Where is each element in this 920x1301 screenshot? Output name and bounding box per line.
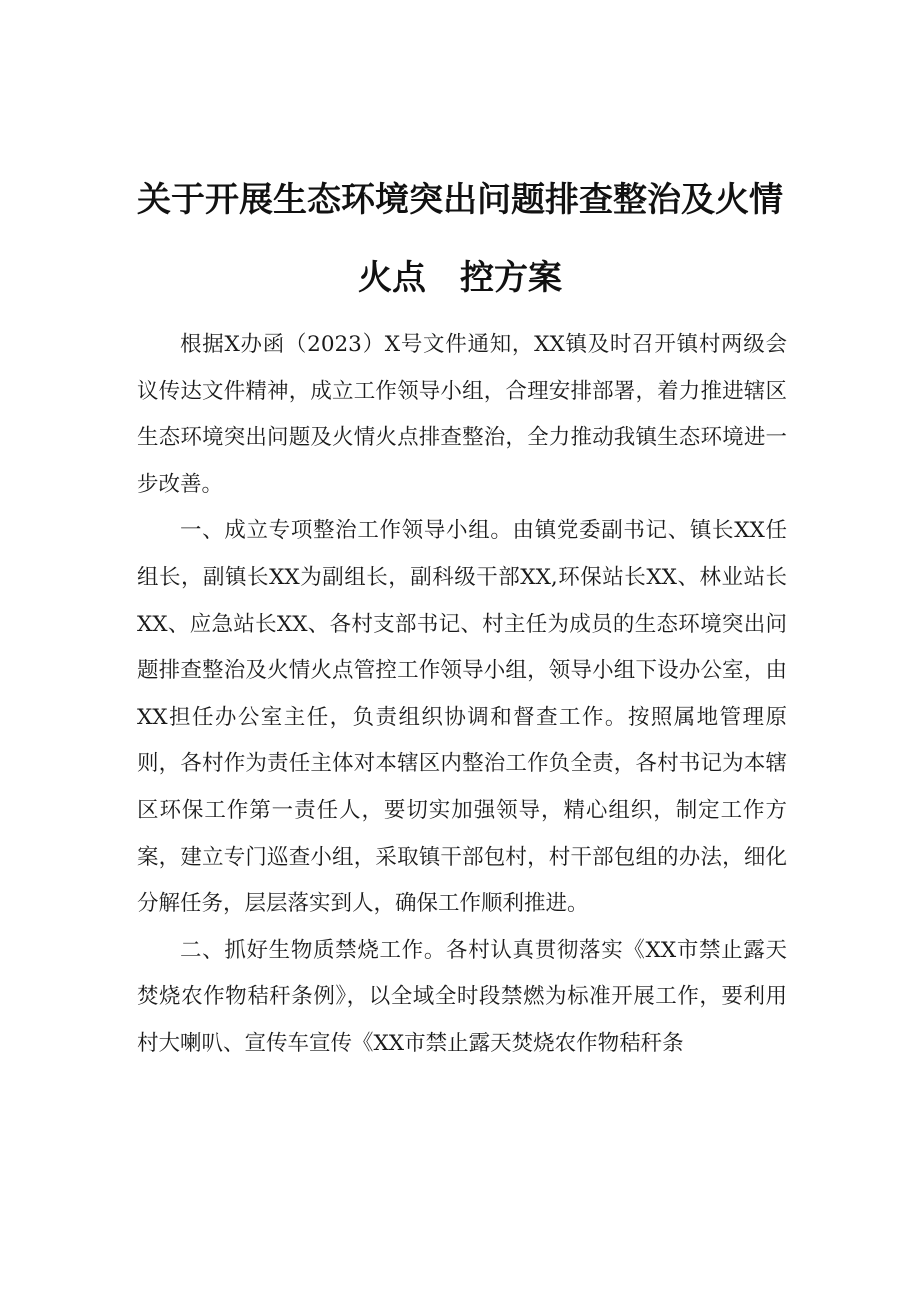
paragraph-intro: 根据X办函（2023）X号文件通知，XX镇及时召开镇村两级会议传达文件精神，成立工作领导小组，合理安排部署，着力推进辖区生态环境突出问题及火情火点排查整治，全力推动我镇生态环境进一步改善。 <box>137 332 787 497</box>
document-body <box>137 322 787 1068</box>
paragraph-section-2: 二、抓好生物质禁烧工作。各村认真贯彻落实《XX市禁止露天焚烧农作物秸秆条例》，以全域全时段禁燃为标准开展工作，要利用村大喇叭、宣传车宣传《XX市禁止露天焚烧农作物秸秆条 <box>137 937 787 1056</box>
document-title-line-1: 关于开展生态环境突出问题排查整治及火情 <box>137 180 783 220</box>
document-title-line-2: 火点 控方案 <box>358 258 562 298</box>
paragraph-section-1: 一、成立专项整治工作领导小组。由镇党委副书记、镇长XX任组长，副镇长XX为副组长，副科级干部XX,环保站长XX、林业站长XX、应急站长XX、各村支部书记、村主任为成员的生态环境突出问题排查整治及火情火点管控工作领导小组，领导小组下设办公室，由XX担任办公室主任，负责组织协调和督查工作。按照属地管理原则，各村作为责任主体对本辖区内整治工作负全责，各村书记为本辖区环保工作第一责任人，要切实加强领导，精心组织，制定工作方案，建立专门巡查小组，采取镇干部包村，村干部包组的办法，细化分解任务，层层落实到人，确保工作顺利推进。 <box>137 518 787 917</box>
